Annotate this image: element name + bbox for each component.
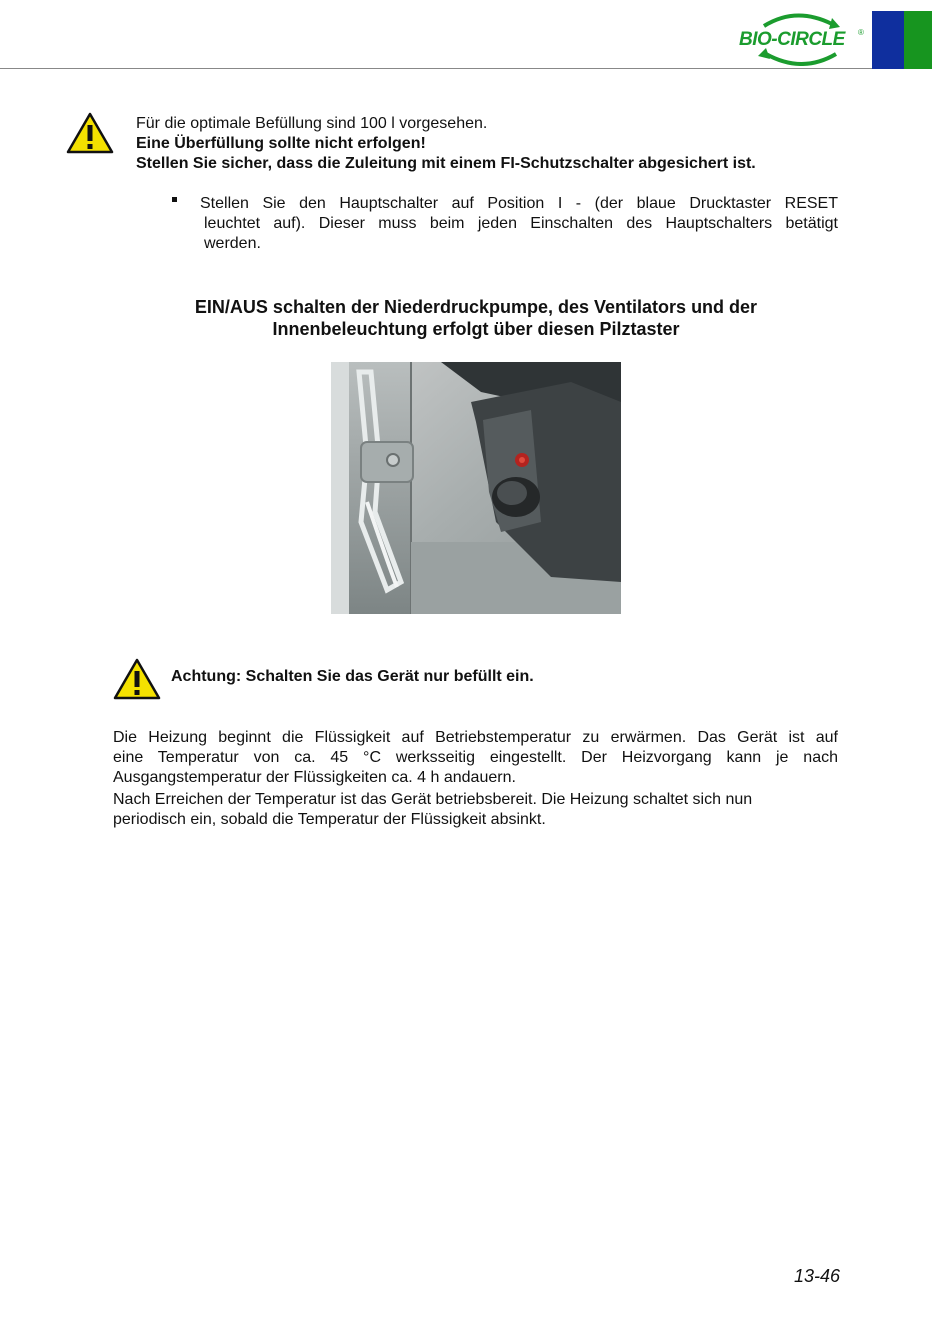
logo-registered-mark: ®	[858, 28, 864, 37]
fill-volume-text: Für die optimale Befüllung sind 100 l vorgesehen.	[136, 115, 488, 132]
mushroom-push-button-photo	[331, 362, 621, 614]
body-line1: Die Heizung beginnt die Flüssigkeit auf Betriebstemperatur zu erwärmen. Das Gerät ist auf	[113, 729, 838, 746]
header-divider	[0, 68, 872, 69]
body-line5: periodisch ein, sobald die Temperatur der Flüssigkeit absinkt.	[113, 811, 546, 828]
page-number: 13-46	[793, 1266, 840, 1286]
section-heading-line1: EIN/AUS schalten der Niederdruckpumpe, des Ventilators und der	[194, 297, 758, 317]
body-line4: Nach Erreichen der Temperatur ist das Gerät betriebsbereit. Die Heizung schaltet sich nun	[113, 791, 753, 808]
warning-triangle-icon	[66, 112, 114, 154]
section-heading	[120, 296, 832, 340]
bullet-text-line1: Stellen Sie den Hauptschalter auf Position I - (der blaue Drucktaster RESET	[200, 195, 838, 212]
bio-circle-logo	[736, 12, 866, 66]
bullet-text-line3: werden.	[204, 235, 261, 252]
bullet-marker	[172, 197, 177, 202]
overfill-warning-text: Eine Überfüllung sollte nicht erfolgen!	[136, 135, 426, 152]
warning-triangle-icon	[113, 658, 161, 700]
brand-green-block	[904, 11, 932, 69]
bullet-text-line2: leuchtet auf). Dieser muss beim jeden Einschalten des Hauptschalters betätigt	[204, 215, 838, 232]
fi-switch-warning-text: Stellen Sie sicher, dass die Zuleitung mit einem FI-Schutzschalter abgesichert ist.	[136, 155, 756, 172]
section-heading-line2: Innenbeleuchtung erfolgt über diesen Pilztaster	[272, 319, 680, 339]
body-line3: Ausgangstemperatur der Flüssigkeiten ca. 4 h andauern.	[113, 769, 516, 786]
filled-only-warning-text: Achtung: Schalten Sie das Gerät nur befüllt ein.	[171, 668, 534, 685]
body-line2: eine Temperatur von ca. 45 °C werksseitig eingestellt. Der Heizvorgang kann je nach	[113, 749, 838, 766]
logo-text: BIO-CIRCLE	[739, 29, 845, 50]
brand-blue-block	[872, 11, 904, 69]
